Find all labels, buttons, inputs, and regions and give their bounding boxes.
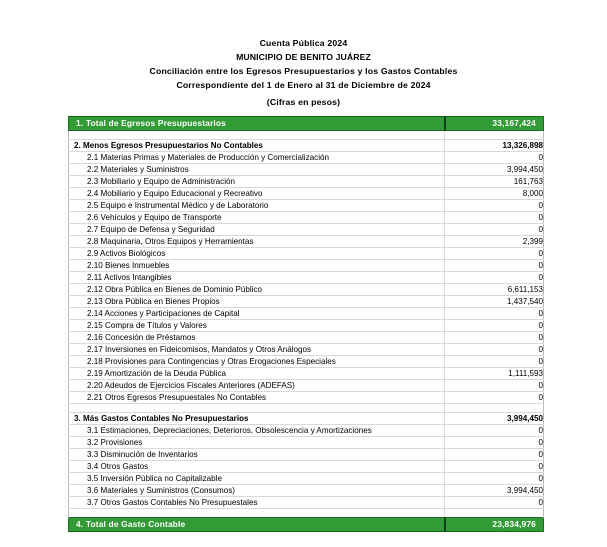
table-row	[69, 368, 544, 380]
row-value: 1,437,540	[445, 296, 544, 308]
table-row	[69, 473, 544, 485]
row-label: 2.2 Materiales y Suministros	[69, 164, 445, 176]
table-row	[69, 296, 544, 308]
table-row	[69, 449, 544, 461]
row-label: 2.18 Provisiones para Contingencias y Otras Erogaciones Especiales	[69, 356, 445, 368]
row-value: 0	[445, 473, 544, 485]
row-value: 0	[445, 461, 544, 473]
row-value: 0	[445, 308, 544, 320]
row-label: 3.3 Disminución de Inventarios	[69, 449, 445, 461]
heading-line-conciliacion: Conciliación entre los Egresos Presupuestarios y los Gastos Contables	[149, 66, 458, 76]
row-value: 0	[445, 425, 544, 437]
row-value: 0	[445, 380, 544, 392]
row-value: 0	[445, 449, 544, 461]
row-label: 4. Total de Gasto Contable	[69, 518, 445, 532]
row-label: 3. Más Gastos Contables No Presupuestarios	[69, 413, 445, 425]
row-label: 2.10 Bienes Inmuebles	[69, 260, 445, 272]
row-label: 3.7 Otros Gastos Contables No Presupuestales	[69, 497, 445, 509]
table-row	[69, 164, 544, 176]
row-value: 1,111,593	[445, 368, 544, 380]
heading-line-cuenta-publica: Cuenta Pública 2024	[259, 38, 348, 48]
row-value: 0	[445, 392, 544, 404]
row-label: 2.7 Equipo de Defensa y Seguridad	[69, 224, 445, 236]
table-row	[69, 344, 544, 356]
row-label: 1. Total de Egresos Presupuestarios	[69, 117, 445, 131]
spacer-row-between-sections	[69, 404, 544, 413]
row-value: 0	[445, 152, 544, 164]
row-value: 161,763	[445, 176, 544, 188]
row-value: 0	[445, 437, 544, 449]
spacer-cell-value	[445, 509, 544, 518]
table-row	[69, 497, 544, 509]
row-label: 3.6 Materiales y Suministros (Consumos)	[69, 485, 445, 497]
row-label: 2.20 Adeudos de Ejercicios Fiscales Anteriores (ADEFAS)	[69, 380, 445, 392]
row-label: 2.4 Mobiliario y Equipo Educacional y Recreativo	[69, 188, 445, 200]
heading-line-municipio: MUNICIPIO DE BENITO JUÁREZ	[236, 52, 371, 62]
row-section3-header	[69, 413, 544, 425]
table-row	[69, 380, 544, 392]
row-label: 3.1 Estimaciones, Depreciaciones, Deterioros, Obsolescencia y Amortizaciones	[69, 425, 445, 437]
table-row	[69, 425, 544, 437]
row-value: 0	[445, 320, 544, 332]
row-value: 0	[445, 260, 544, 272]
row-value: 0	[445, 212, 544, 224]
row-label: 2.12 Obra Pública en Bienes de Dominio Público	[69, 284, 445, 296]
row-value: 33,167,424	[445, 117, 544, 131]
row-label: 2.15 Compra de Títulos y Valores	[69, 320, 445, 332]
row-label: 2.21 Otros Egresos Presupuestales No Contables	[69, 392, 445, 404]
row-value: 3,994,450	[445, 485, 544, 497]
row-value: 2,399	[445, 236, 544, 248]
row-label: 2.17 Inversiones en Fideicomisos, Mandatos y Otros Análogos	[69, 344, 445, 356]
table-row	[69, 176, 544, 188]
row-label: 2.16 Concesión de Préstamos	[69, 332, 445, 344]
table-row	[69, 224, 544, 236]
row-label: 2.1 Materias Primas y Materiales de Producción y Comercialización	[69, 152, 445, 164]
row-value: 0	[445, 344, 544, 356]
table-row	[69, 248, 544, 260]
row-total-gasto-contable	[69, 518, 544, 532]
heading-line-periodo: Correspondiente del 1 de Enero al 31 de Diciembre de 2024	[176, 80, 431, 90]
table-row	[69, 356, 544, 368]
table-row	[69, 236, 544, 248]
spacer-cell-value	[445, 404, 544, 413]
row-value: 0	[445, 356, 544, 368]
table-row	[69, 200, 544, 212]
row-label: 2.14 Acciones y Participaciones de Capital	[69, 308, 445, 320]
table-row	[69, 320, 544, 332]
spacer-cell-value	[445, 131, 544, 140]
row-label: 3.2 Provisiones	[69, 437, 445, 449]
row-value: 0	[445, 272, 544, 284]
row-label: 3.4 Otros Gastos	[69, 461, 445, 473]
row-total-egresos-presupuestarios	[69, 117, 544, 131]
row-value: 0	[445, 200, 544, 212]
row-label: 2.5 Equipo e Instrumental Médico y de Laboratorio	[69, 200, 445, 212]
row-label: 2.6 Vehículos y Equipo de Transporte	[69, 212, 445, 224]
row-value: 23,834,976	[445, 518, 544, 532]
reconciliation-table-body	[69, 117, 544, 532]
row-value: 0	[445, 224, 544, 236]
table-row	[69, 308, 544, 320]
row-value: 8,000	[445, 188, 544, 200]
row-value: 3,994,450	[445, 164, 544, 176]
spacer-cell-label	[69, 404, 445, 413]
row-value: 0	[445, 332, 544, 344]
row-value: 6,611,153	[445, 284, 544, 296]
reconciliation-table-wrap	[68, 116, 543, 532]
document-heading	[0, 0, 607, 109]
row-label: 3.5 Inversión Pública no Capitalizable	[69, 473, 445, 485]
table-row	[69, 437, 544, 449]
heading-line-cifras: (Cifras en pesos)	[266, 97, 341, 107]
row-value: 13,326,898	[445, 140, 544, 152]
spacer-row-before-total	[69, 509, 544, 518]
row-label: 2.19 Amortización de la Deuda Pública	[69, 368, 445, 380]
row-label: 2.11 Activos Intangibles	[69, 272, 445, 284]
row-value: 0	[445, 248, 544, 260]
table-row	[69, 188, 544, 200]
table-row	[69, 272, 544, 284]
table-row	[69, 260, 544, 272]
table-row	[69, 461, 544, 473]
table-row	[69, 152, 544, 164]
table-row	[69, 212, 544, 224]
row-label: 2. Menos Egresos Presupuestarios No Contables	[69, 140, 445, 152]
spacer-cell-label	[69, 509, 445, 518]
table-row	[69, 332, 544, 344]
row-label: 2.8 Maquinaria, Otros Equipos y Herramientas	[69, 236, 445, 248]
spacer-cell-label	[69, 131, 445, 140]
table-row	[69, 392, 544, 404]
row-value: 0	[445, 497, 544, 509]
row-label: 2.13 Obra Pública en Bienes Propios	[69, 296, 445, 308]
spacer-row-after-total-egresos	[69, 131, 544, 140]
row-label: 2.9 Activos Biológicos	[69, 248, 445, 260]
row-label: 2.3 Mobiliario y Equipo de Administración	[69, 176, 445, 188]
table-row	[69, 485, 544, 497]
reconciliation-table	[68, 116, 544, 532]
row-value: 3,994,450	[445, 413, 544, 425]
row-section2-header	[69, 140, 544, 152]
table-row	[69, 284, 544, 296]
